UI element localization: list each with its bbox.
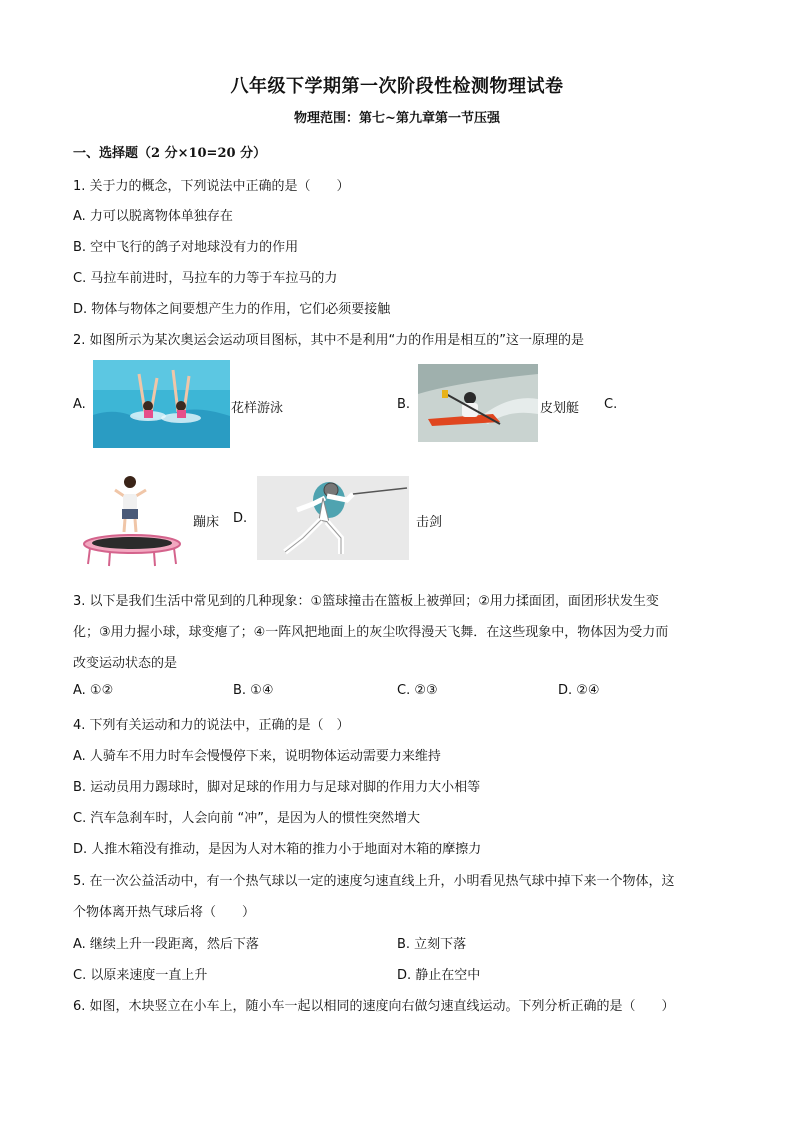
q2-stem: 2. 如图所示为某次奥运会运动项目图标，其中不是利用“力的作用是相互的”这一原理的是 [73,333,585,348]
q1-option-d: D. 物体与物体之间要想产生力的作用，它们必须要接触 [73,302,391,317]
q2-option-c-letter: C. [604,397,618,412]
trampoline-image [80,472,188,567]
q3-option-d: D. ②④ [558,683,600,698]
q1-option-b: B. 空中飞行的鸽子对地球没有力的作用 [73,240,299,255]
q4-option-c: C. 汽车急刹车时，人会向前 “冲”，是因为人的惯性突然增大 [73,811,420,826]
q4-stem: 4. 下列有关运动和力的说法中，正确的是（ ） [73,718,350,733]
page-subtitle: 物理范围：第七~第九章第一节压强 [294,111,500,126]
q2-option-b-label: 皮划艇 [540,401,580,416]
q2-option-d-label: 击剑 [416,515,443,530]
q3-stem-line1: 3. 以下是我们生活中常见到的几种现象：①篮球撞击在篮板上被弹回；②用力揉面团，面团形状发生变 [73,594,659,609]
q1-option-c: C. 马拉车前进时，马拉车的力等于车拉马的力 [73,271,338,286]
q1-option-a: A. 力可以脱离物体单独存在 [73,209,233,224]
q4-option-b: B. 运动员用力踢球时，脚对足球的作用力与足球对脚的作用力大小相等 [73,780,481,795]
q3-option-a: A. ①② [73,683,114,698]
q5-option-d: D. 静止在空中 [397,968,481,983]
page-title: 八年级下学期第一次阶段性检测物理试卷 [230,76,564,97]
q5-stem-line1: 5. 在一次公益活动中，有一个热气球以一定的速度匀速直线上升，小明看见热气球中掉下来一个物体，这 [73,874,675,889]
q3-option-b: B. ①④ [233,683,274,698]
q2-option-d-letter: D. [233,511,248,526]
q5-option-c: C. 以原来速度一直上升 [73,968,208,983]
q2-option-b-letter: B. [397,397,411,412]
q3-stem-line3: 改变运动状态的是 [73,656,178,671]
q3-stem-line2: 化；③用力握小球，球变瘪了；④一阵风把地面上的灰尘吹得漫天飞舞．在这些现象中，物体因为受力而 [73,625,669,640]
fencing-image [257,476,409,560]
q6-stem: 6. 如图，木块竖立在小车上，随小车一起以相同的速度向右做匀速直线运动。下列分析正确的是（ ） [73,999,675,1014]
q5-option-b: B. 立刻下落 [397,937,467,952]
q1-stem: 1. 关于力的概念，下列说法中正确的是（ ） [73,179,350,194]
q2-option-c-label: 蹦床 [193,515,220,530]
q5-stem-line2: 个物体离开热气球后将（ ） [73,905,256,920]
q5-option-a: A. 继续上升一段距离，然后下落 [73,937,259,952]
q4-option-d: D. 人推木箱没有推动，是因为人对木箱的推力小于地面对木箱的摩擦力 [73,842,482,857]
q2-option-a-letter: A. [73,397,86,412]
q3-option-c: C. ②③ [397,683,438,698]
section-heading-choice: 一、选择题（2 分×10=20 分） [73,146,267,161]
q2-option-a-label: 花样游泳 [231,401,284,416]
synchronized-swimming-image [93,360,230,448]
q4-option-a: A. 人骑车不用力时车会慢慢停下来，说明物体运动需要力来维持 [73,749,441,764]
kayak-image [418,364,538,442]
